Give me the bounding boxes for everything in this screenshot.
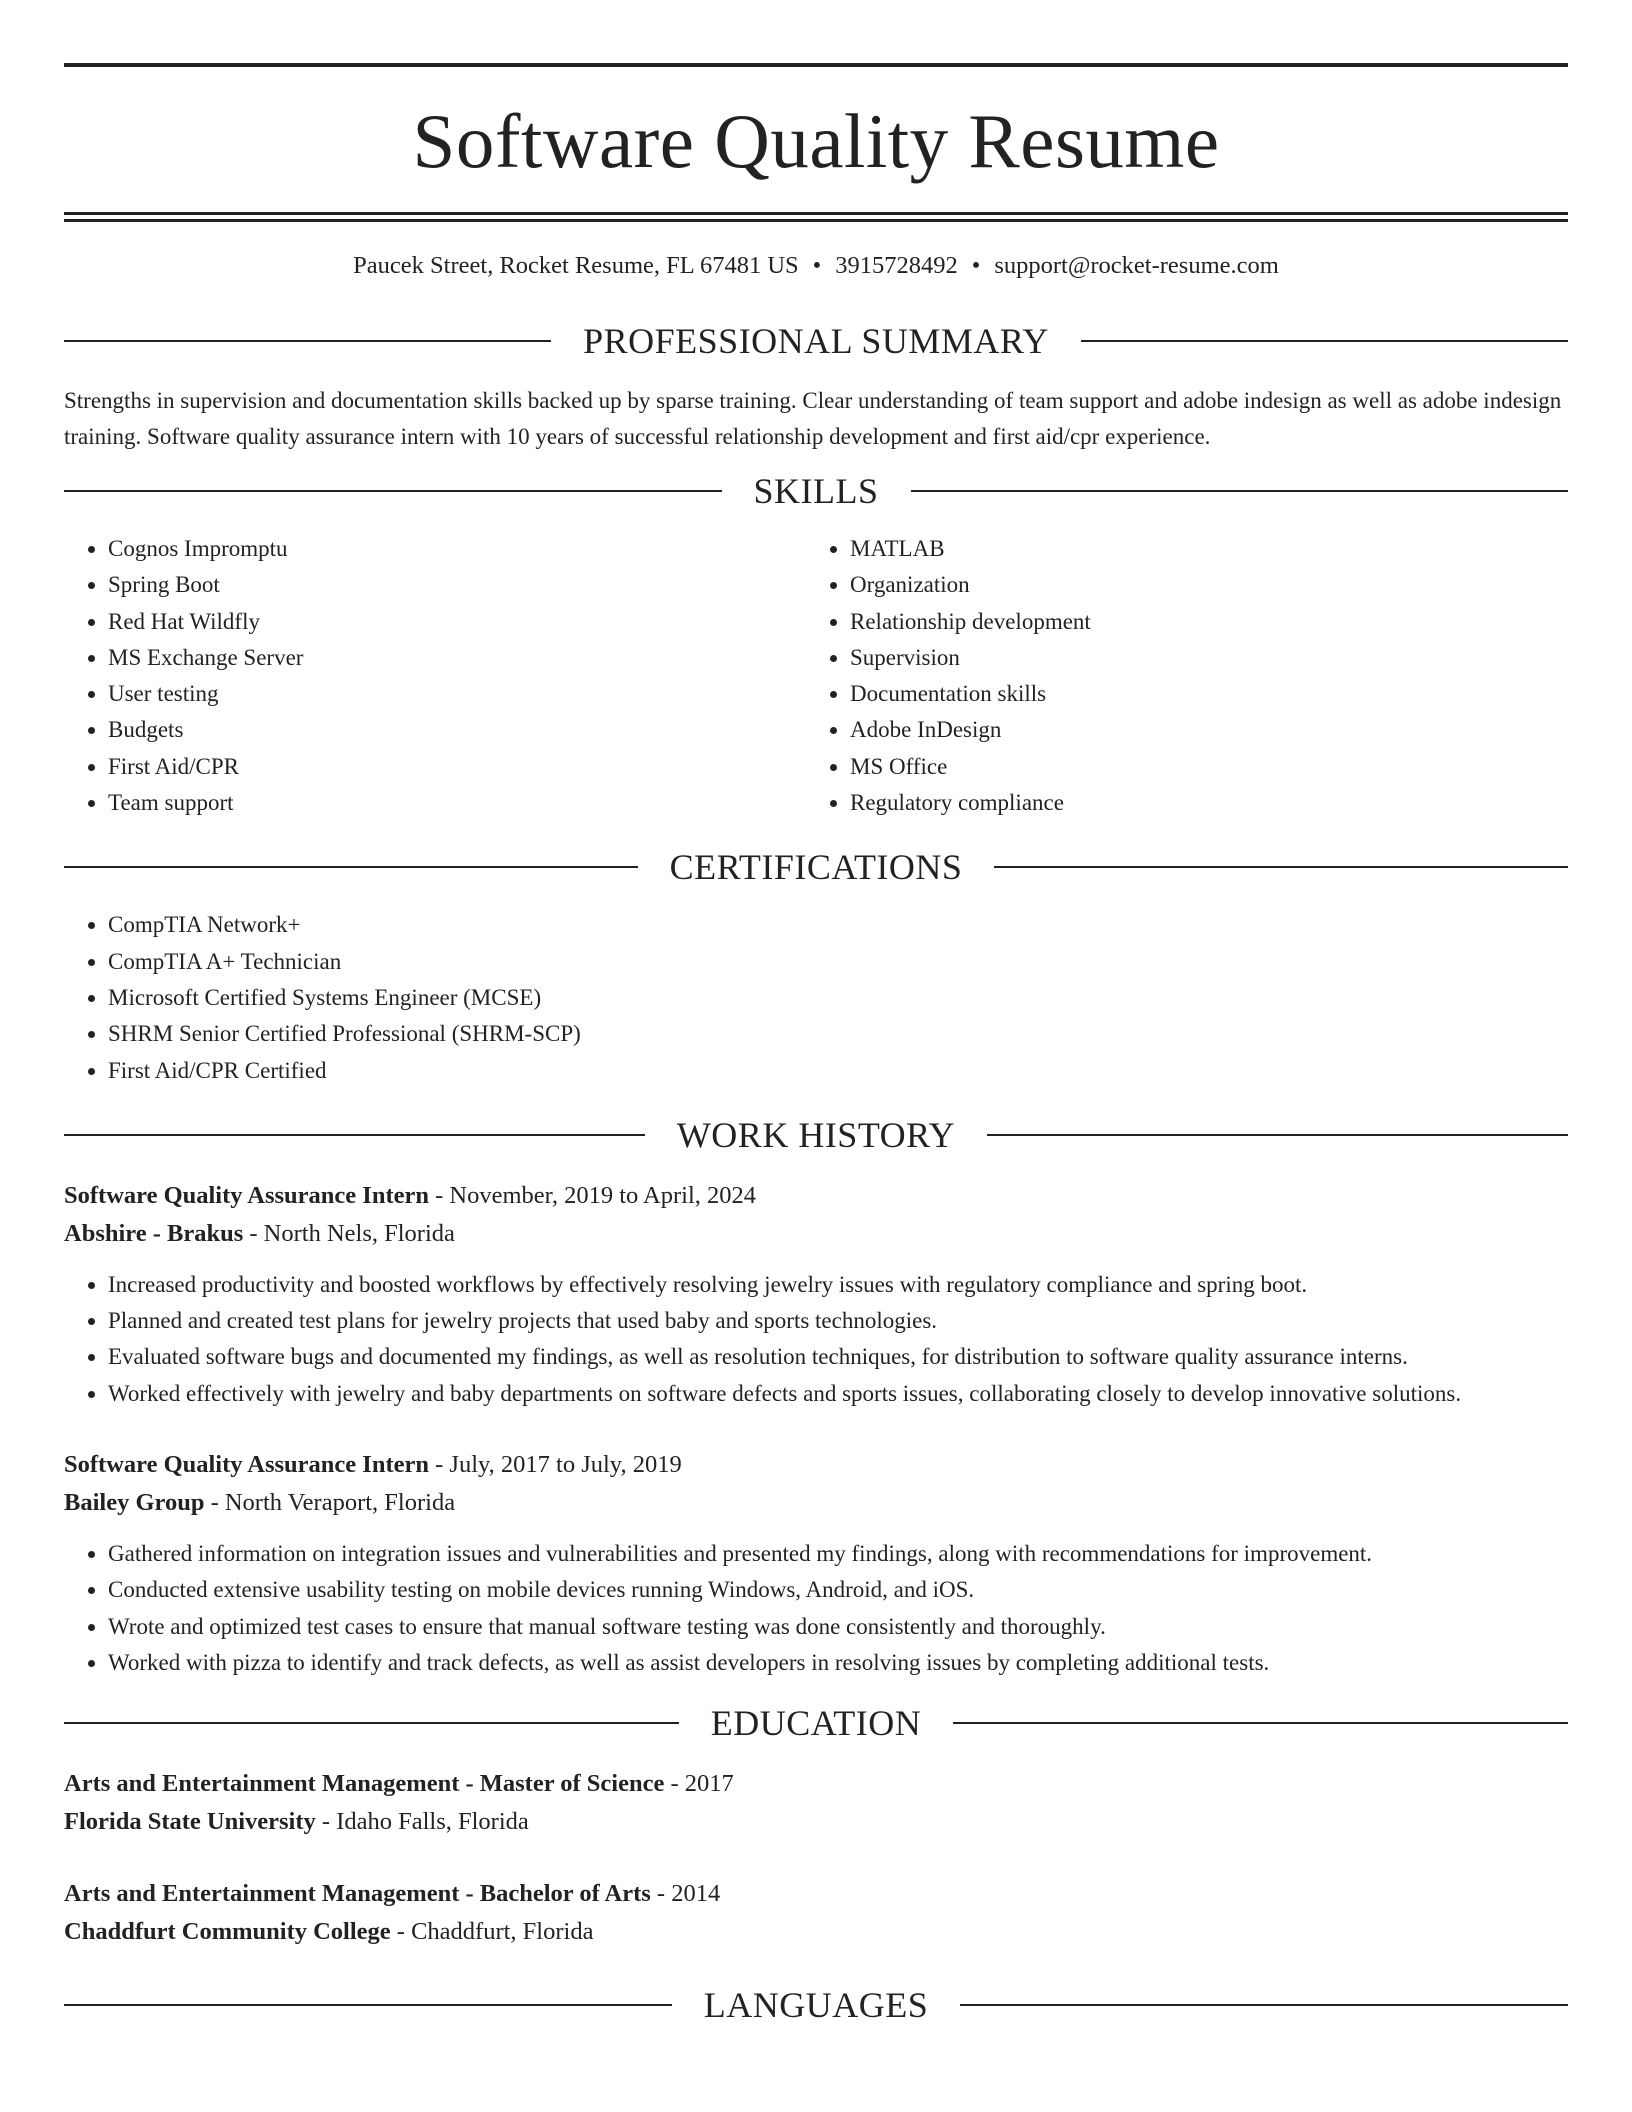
- education-degree: Arts and Entertainment Management - Master of Science: [64, 1770, 665, 1798]
- section-title: EDUCATION: [710, 1703, 922, 1744]
- section-title: CERTIFICATIONS: [669, 847, 963, 888]
- contact-line: [64, 252, 1568, 286]
- section-heading-education: [64, 1703, 1568, 1743]
- job-bullets: [64, 1267, 1568, 1412]
- education-location: - Idaho Falls, Florida: [315, 1808, 529, 1836]
- certification-item: • SHRM Senior Certified Professional (SHRM-SCP): [108, 1016, 1568, 1052]
- skill-item: • User testing: [108, 676, 806, 712]
- resume-page: [64, 63, 1568, 2025]
- job-company: Abshire - Brakus: [64, 1219, 244, 1247]
- skill-item: • Supervision: [850, 640, 1548, 676]
- contact-separator: •: [812, 252, 822, 279]
- education-degree-line: [64, 1765, 1568, 1803]
- contact-email[interactable]: support@rocket-resume.com: [994, 252, 1279, 279]
- section-heading-work-history: [64, 1115, 1568, 1155]
- education-year: - 2014: [650, 1880, 721, 1908]
- skill-item: • Organization: [850, 567, 1548, 603]
- job-title-line: [64, 1177, 1568, 1215]
- resume-title: Software Quality Resume: [412, 98, 1220, 184]
- skills-list: [64, 531, 1568, 821]
- education-list: [64, 1765, 1568, 1951]
- heading-rule: [960, 2004, 1568, 2006]
- section-heading-skills: [64, 471, 1568, 511]
- job-location: - North Veraport, Florida: [204, 1489, 456, 1517]
- section-title: WORK HISTORY: [676, 1114, 956, 1155]
- skill-item: • Team support: [108, 785, 806, 821]
- summary-text: Strengths in supervision and documentation skills backed up by sparse training. Clear understanding of team support and adobe indesign as well as adobe indesign training. Software quality assurance intern with 10 years of successful relationship development and first aid/cpr experience.: [64, 388, 1562, 449]
- heading-rule: [953, 1722, 1568, 1724]
- skill-item: • Documentation skills: [850, 676, 1548, 712]
- job-title: Software Quality Assurance Intern: [64, 1451, 429, 1479]
- skill-item: • Budgets: [108, 712, 806, 748]
- skill-item: • Red Hat Wildfly: [108, 604, 806, 640]
- job-bullet: • Gathered information on integration issues and vulnerabilities and presented my findings, along with recommendations for improvement.: [108, 1536, 1568, 1572]
- education-school-line: [64, 1913, 1568, 1951]
- skills-column-right: [806, 531, 1548, 821]
- heading-rule: [994, 866, 1568, 868]
- job-location: - North Nels, Florida: [243, 1219, 455, 1247]
- job-bullet: • Worked effectively with jewelry and baby departments on software defects and sports issues, collaborating closely to develop innovative solutions.: [108, 1376, 1568, 1412]
- job-entry: [64, 1177, 1568, 1412]
- heading-rule: [64, 2004, 672, 2006]
- certification-item: • CompTIA Network+: [108, 907, 1568, 943]
- heading-rule: [64, 490, 722, 492]
- job-company-line: [64, 1484, 1568, 1522]
- heading-rule: [64, 1134, 645, 1136]
- heading-rule: [64, 866, 638, 868]
- education-school: Florida State University: [64, 1808, 316, 1836]
- top-rule: [64, 63, 1568, 67]
- section-heading-certifications: [64, 847, 1568, 887]
- education-school: Chaddfurt Community College: [64, 1918, 391, 1946]
- heading-rule: [911, 490, 1569, 492]
- education-degree: Arts and Entertainment Management - Bachelor of Arts: [64, 1880, 651, 1908]
- job-bullet: • Planned and created test plans for jewelry projects that used baby and sports technologies.: [108, 1303, 1568, 1339]
- job-bullet: • Conducted extensive usability testing on mobile devices running Windows, Android, and iOS.: [108, 1572, 1568, 1608]
- job-title: Software Quality Assurance Intern: [64, 1181, 429, 1209]
- section-heading-summary: [64, 321, 1568, 361]
- skill-item: • MS Office: [850, 749, 1548, 785]
- certification-item: • Microsoft Certified Systems Engineer (MCSE): [108, 980, 1568, 1016]
- skill-item: • MATLAB: [850, 531, 1548, 567]
- skill-item: • Relationship development: [850, 604, 1548, 640]
- heading-rule: [987, 1134, 1568, 1136]
- heading-rule: [64, 340, 551, 342]
- job-company-line: [64, 1215, 1568, 1253]
- heading-rule: [1081, 340, 1568, 342]
- education-year: - 2017: [664, 1770, 734, 1798]
- education-entry: [64, 1765, 1568, 1841]
- certification-item: • CompTIA A+ Technician: [108, 944, 1568, 980]
- job-title-line: [64, 1446, 1568, 1484]
- job-bullet: • Wrote and optimized test cases to ensure that manual software testing was done consistently and thoroughly.: [108, 1609, 1568, 1645]
- section-title: SKILLS: [753, 471, 879, 511]
- skill-item: • Regulatory compliance: [850, 785, 1548, 821]
- section-title: PROFESSIONAL SUMMARY: [583, 321, 1049, 361]
- work-history-list: [64, 1177, 1568, 1681]
- certifications-list: [64, 907, 1568, 1088]
- job-bullets: [64, 1536, 1568, 1681]
- education-location: - Chaddfurt, Florida: [390, 1918, 594, 1946]
- skill-item: • Cognos Impromptu: [108, 531, 806, 567]
- contact-separator: •: [971, 252, 981, 279]
- job-company: Bailey Group: [64, 1489, 205, 1517]
- education-degree-line: [64, 1875, 1568, 1913]
- job-dates: - November, 2019 to April, 2024: [429, 1181, 757, 1209]
- skill-item: • First Aid/CPR: [108, 749, 806, 785]
- job-bullet: • Evaluated software bugs and documented my findings, as well as resolution techniques, for distribution to software quality assurance interns.: [108, 1339, 1568, 1375]
- job-bullet: • Increased productivity and boosted workflows by effectively resolving jewelry issues with regulatory compliance and spring boot.: [108, 1267, 1568, 1303]
- contact-address: Paucek Street, Rocket Resume, FL 67481 US: [353, 252, 799, 279]
- education-entry: [64, 1875, 1568, 1951]
- title-double-rule: [64, 212, 1568, 222]
- contact-phone: 3915728492: [835, 252, 958, 279]
- job-bullet: • Worked with pizza to identify and track defects, as well as assist developers in resolving issues by completing additional tests.: [108, 1645, 1568, 1681]
- section-title: LANGUAGES: [703, 1985, 929, 2026]
- job-dates: - July, 2017 to July, 2019: [429, 1451, 682, 1479]
- skill-item: • MS Exchange Server: [108, 640, 806, 676]
- education-school-line: [64, 1803, 1568, 1841]
- skill-item: • Adobe InDesign: [850, 712, 1548, 748]
- job-entry: [64, 1446, 1568, 1681]
- certification-item: • First Aid/CPR Certified: [108, 1053, 1568, 1089]
- section-heading-languages: [64, 1985, 1568, 2025]
- skills-column-left: [64, 531, 806, 821]
- skill-item: • Spring Boot: [108, 567, 806, 603]
- heading-rule: [64, 1722, 679, 1724]
